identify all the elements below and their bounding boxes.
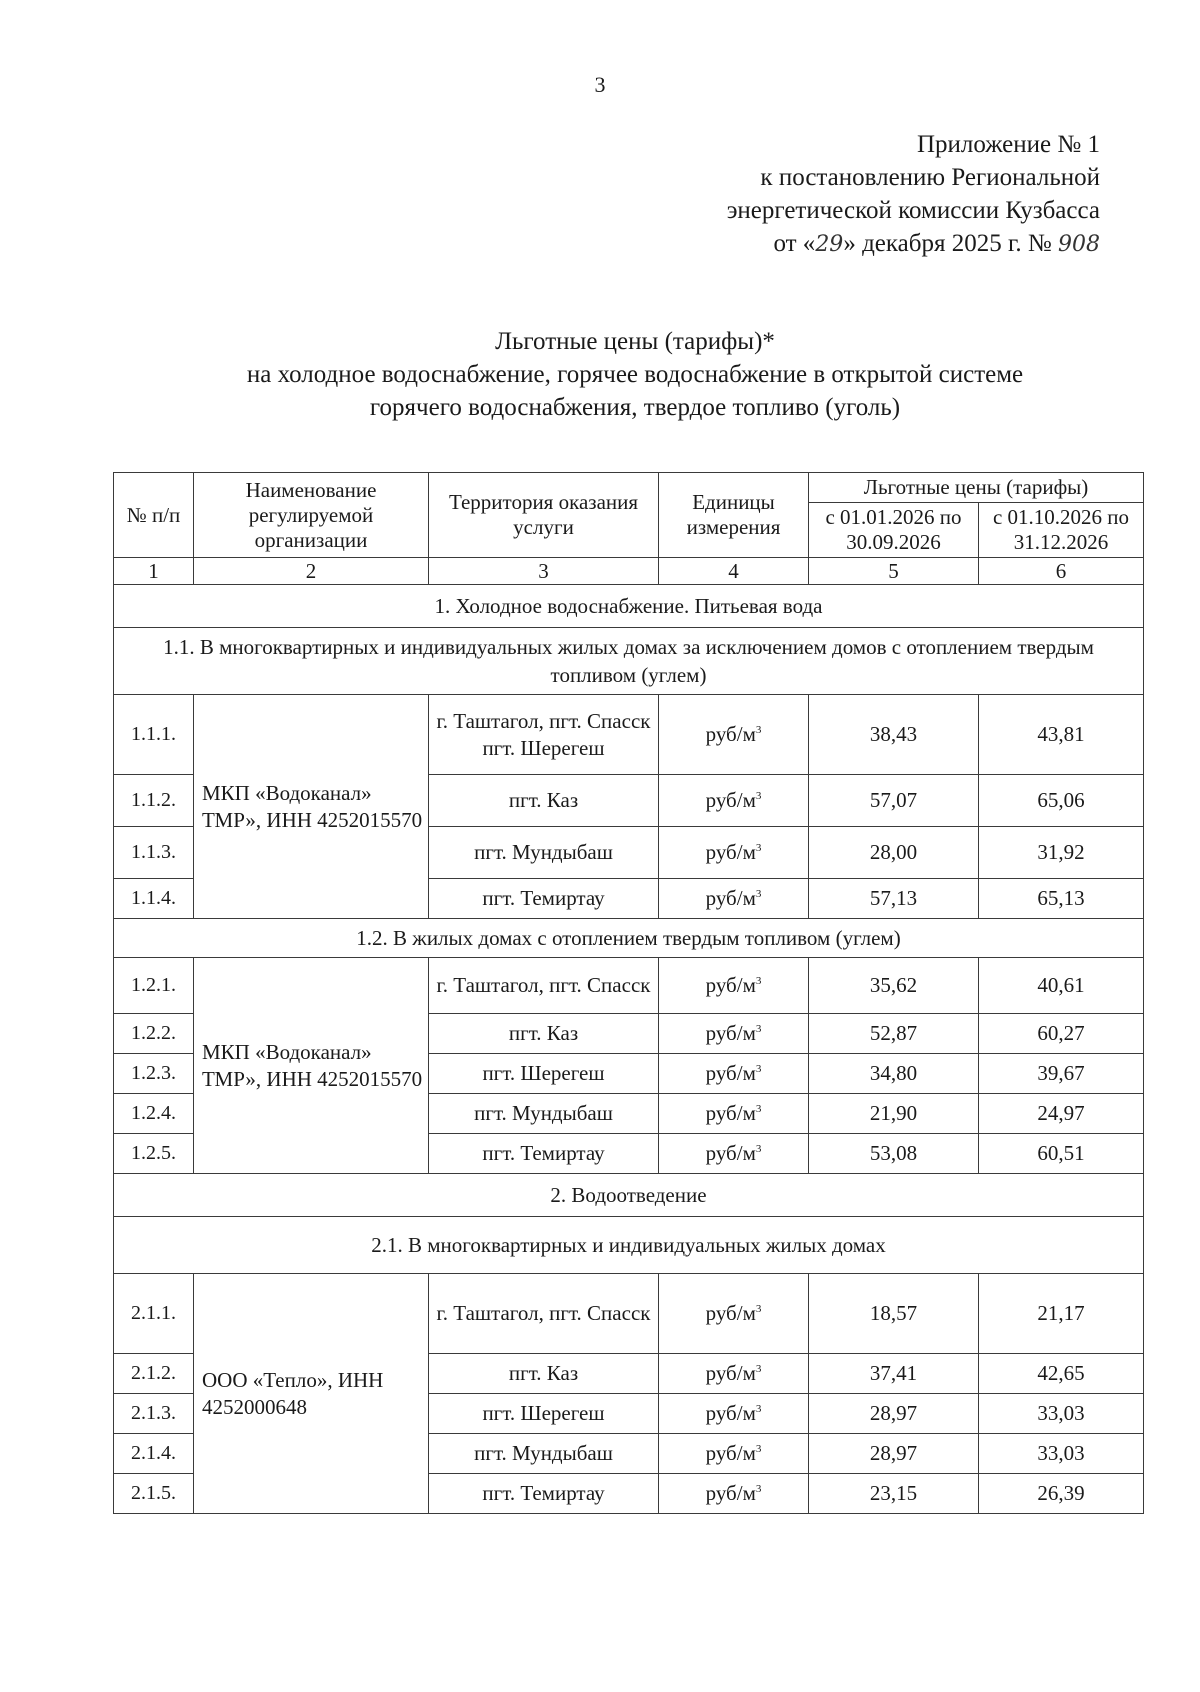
unit-exponent: 3 (755, 1403, 762, 1415)
row-number: 2.1.3. (114, 1394, 194, 1434)
header-units: Единицы измерения (659, 473, 809, 558)
unit-exponent: 3 (755, 1143, 762, 1155)
header-org: Наименование регулируемой организации (194, 473, 429, 558)
table-header (114, 473, 1144, 585)
unit-cell (659, 827, 809, 879)
header-num: № п/п (114, 473, 194, 558)
territory-cell: пгт. Темиртау (429, 1134, 659, 1174)
header-prices: Льготные цены (тарифы) (809, 473, 1144, 503)
unit-exponent: 3 (755, 1363, 762, 1375)
unit-exponent: 3 (755, 1103, 762, 1115)
unit-text: руб/м (705, 1441, 756, 1465)
subsection-title: 1.2. В жилых домах с отоплением твердым топливом (углем) (114, 919, 1144, 958)
column-number: 2 (194, 558, 429, 585)
unit-cell (659, 1354, 809, 1394)
subsection-title: 2.1. В многоквартирных и индивидуальных жилых домах (114, 1217, 1144, 1274)
price-period-2: 60,27 (979, 1014, 1144, 1054)
page-number: 3 (594, 72, 606, 97)
territory-cell: пгт. Мундыбаш (429, 827, 659, 879)
price-period-2: 21,17 (979, 1274, 1144, 1354)
subsection-title: 1.1. В многоквартирных и индивидуальных жилых домах за исключением домов с отоплением твердым топливом (углем) (114, 628, 1144, 695)
unit-exponent: 3 (755, 1023, 762, 1035)
unit-cell (659, 1274, 809, 1354)
territory-cell: г. Таштагол, пгт. Спасск (429, 958, 659, 1014)
row-number: 1.2.2. (114, 1014, 194, 1054)
unit-text: руб/м (705, 1401, 756, 1425)
title-line-1: Льготные цены (тарифы)* (495, 328, 775, 355)
unit-text: руб/м (705, 1101, 756, 1125)
organization-cell: МКП «Водоканал» ТМР», ИНН 4252015570 (194, 958, 429, 1174)
column-number: 6 (979, 558, 1144, 585)
appendix-decree-ref: к постановлению Региональной (760, 164, 1100, 191)
column-number: 3 (429, 558, 659, 585)
appendix-block (620, 128, 1100, 261)
tariff-table (113, 472, 1144, 1514)
section-title: 1. Холодное водоснабжение. Питьевая вода (114, 585, 1144, 628)
row-number: 2.1.2. (114, 1354, 194, 1394)
organization-cell: ООО «Тепло», ИНН 4252000648 (194, 1274, 429, 1514)
price-period-2: 26,39 (979, 1474, 1144, 1514)
subsection-row (114, 628, 1144, 695)
column-number: 5 (809, 558, 979, 585)
appendix-commission: энергетической комиссии Кузбасса (726, 197, 1100, 224)
title-line-2: на холодное водоснабжение, горячее водоснабжение в открытой системе (246, 361, 1024, 388)
territory-cell: пгт. Каз (429, 775, 659, 827)
unit-text: руб/м (705, 886, 756, 910)
territory-cell: пгт. Каз (429, 1014, 659, 1054)
price-period-2: 33,03 (979, 1394, 1144, 1434)
unit-cell (659, 1134, 809, 1174)
price-period-2: 43,81 (979, 695, 1144, 775)
table-body (114, 585, 1144, 1514)
unit-cell (659, 1014, 809, 1054)
unit-text: руб/м (705, 1021, 756, 1045)
unit-text: руб/м (705, 840, 756, 864)
row-number: 1.1.4. (114, 879, 194, 919)
row-number: 1.2.1. (114, 958, 194, 1014)
header-period-1: с 01.01.2026 по 30.09.2026 (809, 503, 979, 558)
row-number: 1.2.4. (114, 1094, 194, 1134)
price-period-2: 39,67 (979, 1054, 1144, 1094)
header-period-2: с 01.10.2026 по 31.12.2026 (979, 503, 1144, 558)
price-period-2: 24,97 (979, 1094, 1144, 1134)
unit-cell (659, 695, 809, 775)
price-period-2: 60,51 (979, 1134, 1144, 1174)
row-number: 2.1.5. (114, 1474, 194, 1514)
unit-text: руб/м (705, 1301, 756, 1325)
price-period-1: 57,07 (809, 775, 979, 827)
date-prefix: от « (773, 230, 816, 257)
territory-cell: пгт. Каз (429, 1354, 659, 1394)
document-title (150, 325, 1120, 424)
column-number: 1 (114, 558, 194, 585)
unit-exponent: 3 (755, 1483, 762, 1495)
unit-exponent: 3 (755, 888, 762, 900)
price-period-1: 52,87 (809, 1014, 979, 1054)
section-row (114, 1174, 1144, 1217)
territory-cell: г. Таштагол, пгт. Спасск пгт. Шерегеш (429, 695, 659, 775)
price-period-1: 21,90 (809, 1094, 979, 1134)
row-number: 1.1.2. (114, 775, 194, 827)
price-period-2: 40,61 (979, 958, 1144, 1014)
unit-cell (659, 1474, 809, 1514)
territory-cell: пгт. Мундыбаш (429, 1434, 659, 1474)
handwritten-number: 908 (1058, 232, 1100, 257)
unit-text: руб/м (705, 973, 756, 997)
territory-cell: пгт. Шерегеш (429, 1054, 659, 1094)
row-number: 2.1.4. (114, 1434, 194, 1474)
table-row (114, 958, 1144, 1014)
unit-cell (659, 1054, 809, 1094)
price-period-2: 65,06 (979, 775, 1144, 827)
territory-cell: г. Таштагол, пгт. Спасск (429, 1274, 659, 1354)
unit-cell (659, 1394, 809, 1434)
price-period-1: 23,15 (809, 1474, 979, 1514)
row-number: 1.1.1. (114, 695, 194, 775)
row-number: 2.1.1. (114, 1274, 194, 1354)
subsection-row (114, 1217, 1144, 1274)
unit-exponent: 3 (755, 790, 762, 802)
table-row (114, 1274, 1144, 1354)
appendix-title: Приложение № 1 (916, 131, 1100, 158)
price-period-2: 42,65 (979, 1354, 1144, 1394)
unit-text: руб/м (705, 1061, 756, 1085)
price-period-2: 65,13 (979, 879, 1144, 919)
price-period-1: 18,57 (809, 1274, 979, 1354)
territory-cell: пгт. Темиртау (429, 1474, 659, 1514)
unit-exponent: 3 (755, 724, 762, 736)
row-number: 1.2.5. (114, 1134, 194, 1174)
appendix-date-line (620, 227, 1100, 261)
unit-cell (659, 1434, 809, 1474)
unit-text: руб/м (705, 788, 756, 812)
price-period-1: 34,80 (809, 1054, 979, 1094)
price-period-1: 28,97 (809, 1434, 979, 1474)
handwritten-day: 29 (815, 232, 844, 257)
territory-cell: пгт. Темиртау (429, 879, 659, 919)
section-row (114, 585, 1144, 628)
territory-cell: пгт. Мундыбаш (429, 1094, 659, 1134)
unit-text: руб/м (705, 1481, 756, 1505)
column-number: 4 (659, 558, 809, 585)
unit-cell (659, 879, 809, 919)
title-line-3: горячего водоснабжения, твердое топливо (уголь) (369, 394, 901, 421)
unit-exponent: 3 (755, 1443, 762, 1455)
price-period-1: 28,97 (809, 1394, 979, 1434)
date-middle: » декабря 2025 г. № (843, 230, 1058, 257)
price-period-2: 33,03 (979, 1434, 1144, 1474)
price-period-1: 57,13 (809, 879, 979, 919)
price-period-1: 28,00 (809, 827, 979, 879)
price-period-1: 37,41 (809, 1354, 979, 1394)
price-period-1: 38,43 (809, 695, 979, 775)
header-territory: Территория оказания услуги (429, 473, 659, 558)
territory-cell: пгт. Шерегеш (429, 1394, 659, 1434)
unit-exponent: 3 (755, 1063, 762, 1075)
organization-cell: МКП «Водоканал» ТМР», ИНН 4252015570 (194, 695, 429, 919)
unit-text: руб/м (705, 1361, 756, 1385)
unit-text: руб/м (705, 722, 756, 746)
row-number: 1.1.3. (114, 827, 194, 879)
unit-exponent: 3 (755, 1303, 762, 1315)
price-period-1: 53,08 (809, 1134, 979, 1174)
table-row (114, 695, 1144, 775)
unit-cell (659, 958, 809, 1014)
subsection-row (114, 919, 1144, 958)
unit-text: руб/м (705, 1141, 756, 1165)
row-number: 1.2.3. (114, 1054, 194, 1094)
column-numbers-row (114, 558, 1144, 585)
unit-exponent: 3 (755, 975, 762, 987)
price-period-2: 31,92 (979, 827, 1144, 879)
price-period-1: 35,62 (809, 958, 979, 1014)
unit-cell (659, 1094, 809, 1134)
section-title: 2. Водоотведение (114, 1174, 1144, 1217)
unit-cell (659, 775, 809, 827)
unit-exponent: 3 (755, 842, 762, 854)
